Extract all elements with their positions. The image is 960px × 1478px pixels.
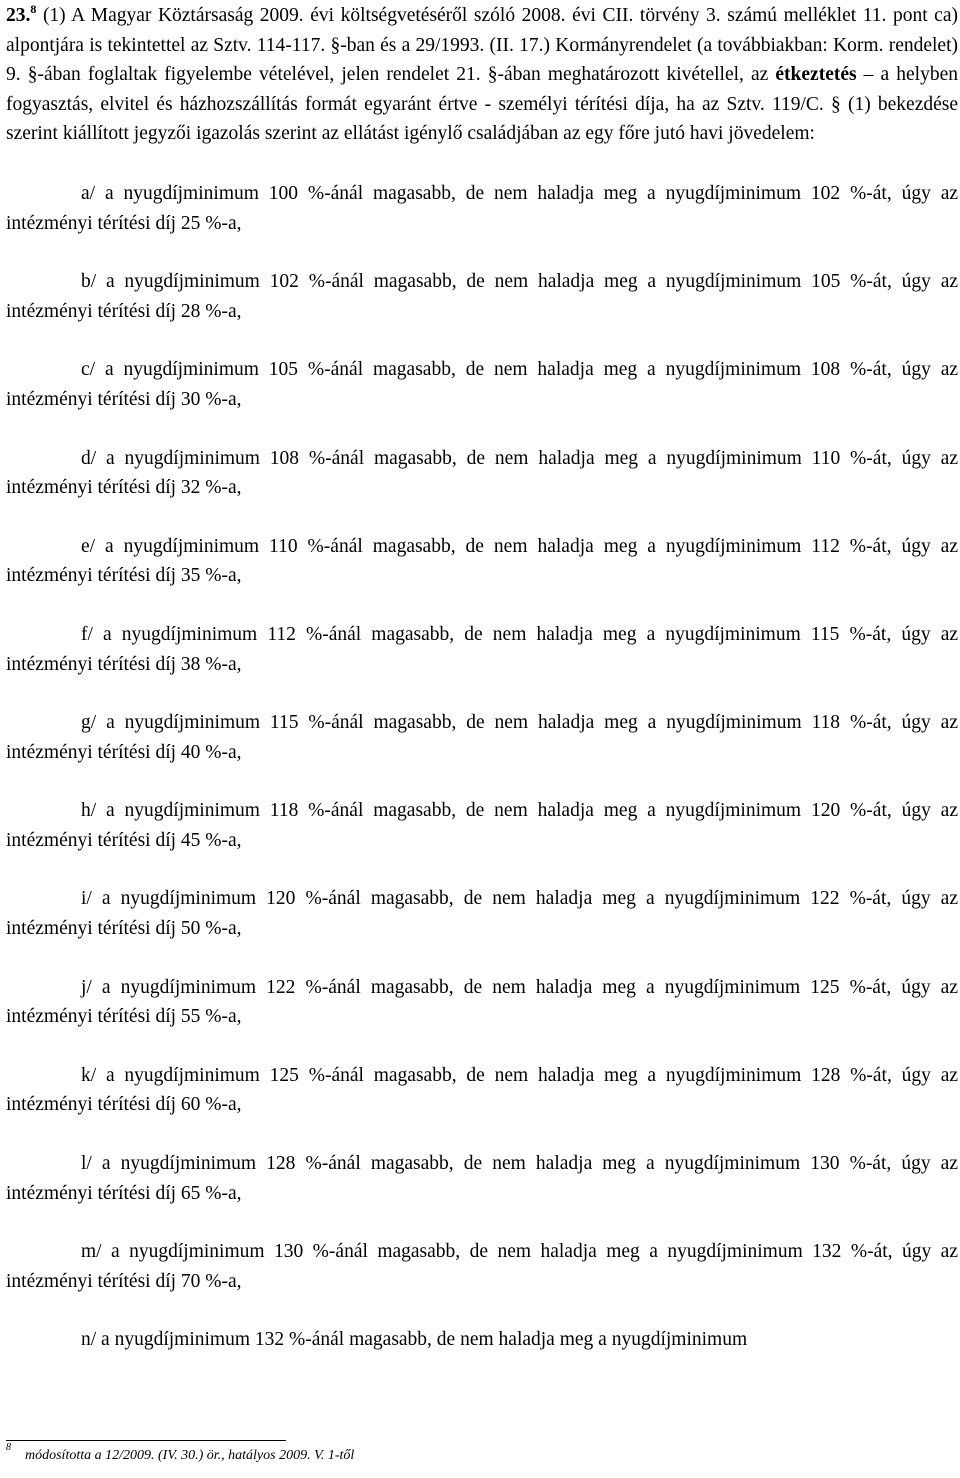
list-item: b/ a nyugdíjminimum 102 %-ánál magasabb, de nem haladja meg a nyugdíjminimum 105 %-át, úgy az intézményi térítési díj 28 %-a, <box>6 271 958 322</box>
list-item: l/ a nyugdíjminimum 128 %-ánál magasabb, de nem haladja meg a nyugdíjminimum 130 %-át, úgy az intézményi térítési díj 65 %-a, <box>6 1153 958 1204</box>
intro-bold-term: étkeztetés <box>775 64 857 86</box>
list-item: a/ a nyugdíjminimum 100 %-ánál magasabb, de nem haladja meg a nyugdíjminimum 102 %-át, úgy az intézményi térítési díj 25 %-a, <box>6 182 958 234</box>
list-item: g/ a nyugdíjminimum 115 %-ánál magasabb, de nem haladja meg a nyugdíjminimum 118 %-át, úgy az intézményi térítési díj 40 %-a, <box>6 712 958 763</box>
list-item: f/ a nyugdíjminimum 112 %-ánál magasabb, de nem haladja meg a nyugdíjminimum 115 %-át, úgy az intézményi térítési díj 38 %-a, <box>6 623 958 675</box>
list-item: h/ a nyugdíjminimum 118 %-ánál magasabb, de nem haladja meg a nyugdíjminimum 120 %-át, úgy az intézményi térítési díj 45 %-a, <box>6 800 958 851</box>
footnote <box>6 1442 355 1467</box>
footnote-marker: 8 <box>6 1442 11 1453</box>
document-page <box>6 0 958 1384</box>
list-item: d/ a nyugdíjminimum 108 %-ánál magasabb, de nem haladja meg a nyugdíjminimum 110 %-át, úgy az intézményi térítési díj 32 %-a, <box>6 447 958 499</box>
list-item: c/ a nyugdíjminimum 105 %-ánál magasabb, de nem haladja meg a nyugdíjminimum 108 %-át, úgy az intézményi térítési díj 30 %-a, <box>6 359 958 410</box>
intro-text-end: – a helyben fogyasztás, elvitel és házhozszállítás formát egyaránt értve - személyi térítési díja, ha az Sztv. 119/C. § (1) bekezdése szerint kiállított jegyzői igazolás szerint az ellátást igénylő családjában az egy főre jutó havi jövedelem: <box>6 64 958 145</box>
footnote-divider <box>6 1440 286 1441</box>
section-number: 23. <box>6 5 31 26</box>
intro-text-start: (1) A Magyar Köztársaság 2009. évi költségvetéséről szóló 2008. évi CII. törvény 3. számú melléklet 11. pont ca) alpontjára is tekintettel az Sztv. 114-117. §-ban és a 29/1993. (II. 17.) Kormányrendelet (a továbbiakban: Korm. rendelet) 9. §-ában foglaltak figyelembe vételével, jelen rendelet 21. §-ában meghatározott kivétellel, az <box>6 5 958 86</box>
list-item: m/ a nyugdíjminimum 130 %-ánál magasabb, de nem haladja meg a nyugdíjminimum 132 %-át, úgy az intézményi térítési díj 70 %-a, <box>6 1241 958 1292</box>
fee-brackets-list <box>6 179 958 1355</box>
list-item: n/ a nyugdíjminimum 132 %-ánál magasabb, de nem haladja meg a nyugdíjminimum <box>81 1329 748 1351</box>
section-23-paragraph <box>6 0 958 149</box>
footnote-reference[interactable]: 8 <box>30 2 37 16</box>
list-item: j/ a nyugdíjminimum 122 %-ánál magasabb, de nem haladja meg a nyugdíjminimum 125 %-át, úgy az intézményi térítési díj 55 %-a, <box>6 976 958 1028</box>
footnote-text: módosította a 12/2009. (IV. 30.) ör., hatályos 2009. V. 1-től <box>25 1448 355 1463</box>
list-item: k/ a nyugdíjminimum 125 %-ánál magasabb, de nem haladja meg a nyugdíjminimum 128 %-át, úgy az intézményi térítési díj 60 %-a, <box>6 1064 958 1116</box>
list-item: e/ a nyugdíjminimum 110 %-ánál magasabb, de nem haladja meg a nyugdíjminimum 112 %-át, úgy az intézményi térítési díj 35 %-a, <box>6 535 958 587</box>
list-item: i/ a nyugdíjminimum 120 %-ánál magasabb, de nem haladja meg a nyugdíjminimum 122 %-át, úgy az intézményi térítési díj 50 %-a, <box>6 888 958 940</box>
